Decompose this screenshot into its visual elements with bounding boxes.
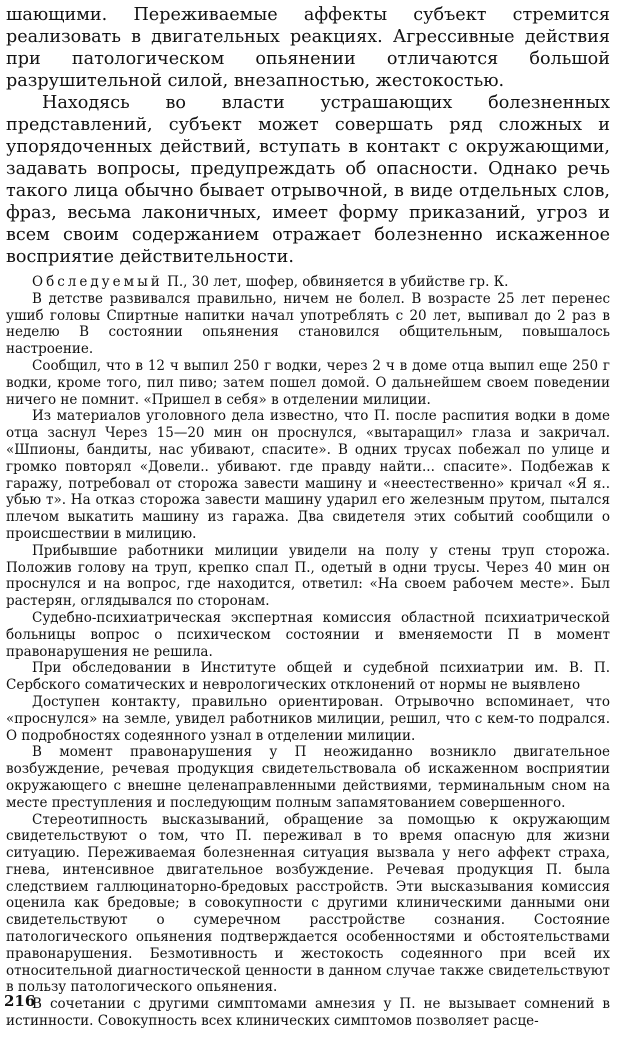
case-paragraph-report: Сообщил, что в 12 ч выпил 250 г водки, через 2 ч в доме отца выпил еще 250 г водки, кроме того, пил пиво; затем пошел домой. О дальнейшем своем поведении ничего не помнит. «Пришел в себя» в отделении милиции. [6,357,610,408]
intro-text [6,4,610,268]
case-paragraph-institute: При обследовании в Институте общей и судебной психиатрии им. В. П. Сербского соматических и неврологических отклонений от нормы не выявлено [6,660,610,694]
page-number: 216 [4,992,36,1010]
case-paragraph-amnesia: В сочетании с другими симптомами амнезия у П. не вызывает сомнений в истинности. Совокупность всех клинических симптомов позволяет расце- [6,996,610,1030]
intro-paragraph-1: шающими. Переживаемые аффекты субъект стремится реализовать в двигательных реакциях. Агрессивные действия при патологическом опьянении отличаются большой разрушительной силой, внезапностью, жестокостью. [6,5,610,91]
case-intro-paragraph [6,274,610,291]
case-paragraph-stereotype: Стереотипность высказываний, обращение за помощью к окружающим свидетельствуют о том, что П. переживал в то время опасную для жизни ситуацию. Переживаемая болезненная ситуация вызвала у него аффект страха, гнева, интенсивное двигательное возбуждение. Речевая продукция П. была следствием галлюцинаторно-бредовых расстройств. Эти высказывания комиссия оценила как бредовые; в совокупности с другими клиническими данными они свидетельствуют о сумеречном расстройстве сознания. Состояние патологического опьянения подтверждается особенностями и обстоятельствами правонарушения. Безмотивность и жестокость содеянного при всей их относительной диагностической ценности в данном случае также свидетельствуют в пользу патологического опьянения. [6,811,610,996]
case-paragraph-contact: Доступен контакту, правильно ориентирован. Отрывочно вспоминает, что «проснулся» на земле, увидел работников милиции, решил, что с кем-то подрался. О подробностях содеянного узнал в отделении милиции. [6,693,610,744]
case-paragraph-moment: В момент правонарушения у П неожиданно возникло двигательное возбуждение, речевая продукция свидетельствовала об искаженном восприятии окружающего с внешне целенаправленными действиями, терминальным сном на месте преступления и последующим полным запамятованием совершенного. [6,744,610,811]
case-intro-text: П., 30 лет, шофер, обвиняется в убийстве гр. К. [162,274,509,290]
case-paragraph-childhood: В детстве развивался правильно, ничем не болел. В возрасте 25 лет перенес ушиб головы Спиртные напитки начал употреблять с 20 лет, выпивал до 2 раз в неделю В состоянии опьянения становился общительным, повышалось настроение. [6,290,610,358]
case-paragraph-materials: Из материалов уголовного дела известно, что П. после распития водки в доме отца заснул Через 15—20 мин он проснулся, «вытаращил» глаза и закричал. «Шпионы, бандиты, нас убивают, спасите». В одних трусах побежал по улице и громко повторял «Довели.. убивают. где правду найти... спасите». Подбежав к гаражу, потребовал от сторожа завести машину и «неестественно» кричал «Я я.. убью т». На отказ сторожа завести машину ударил его железным прутом, пытался плечом выкатить машину из гаража. Два свидетеля этих событий сообщили о происшествии в милицию. [6,408,610,542]
case-label: Обследуемый [32,274,163,290]
case-paragraph-police: Прибывшие работники милиции увидели на полу у стены труп сторожа. Положив голову на труп, крепко спал П., одетый в одни трусы. Через 40 мин он проснулся и на вопрос, где находится, ответил: «На своем рабочем месте». Был растерян, оглядывался по сторонам. [6,542,610,610]
intro-paragraph-2: Находясь во власти устрашающих болезненных представлений, субъект может совершать ряд сложных и упорядоченных действий, вступать в контакт с окружающими, задавать вопросы, предупреждать об опасности. Однако речь такого лица обычно бывает отрывочной, в виде отдельных слов, фраз, весьма лаконичных, имеет форму приказаний, угроз и всем своим содержанием отражает болезненно искаженное восприятие действительности. [6,93,610,267]
case-description [6,274,610,1030]
case-paragraph-commission: Судебно-психиатрическая экспертная комиссия областной психиатрической больницы вопрос о психическом состоянии и вменяемости П в момент правонарушения не решила. [6,609,610,660]
